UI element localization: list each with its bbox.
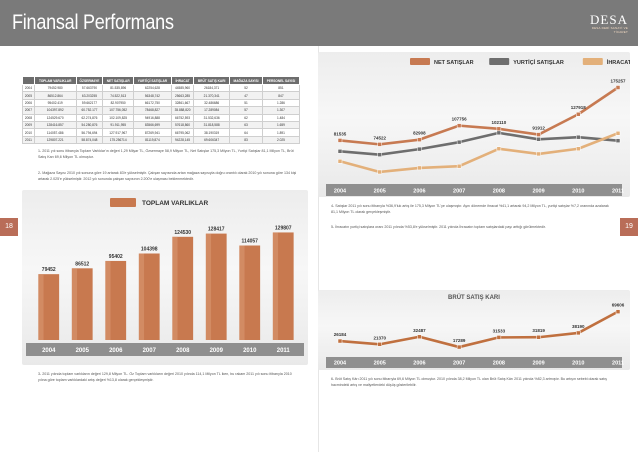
note-3: 3- 2011 yılında toplam varlıkların değeri 129,8 Milyon TL. Öz Toplam varlıkların değeri 2010 yılında 114,1 Milyon TL iken, bu rakam 2011 yılı sonu itibarıyla 2010 yılına göre toplam varlıklardaki artış değeri %13,8 olarak gerçekleşmiştir. (38, 372, 292, 382)
data-label: 127918 (570, 105, 586, 111)
total-assets-chart (22, 190, 308, 365)
data-label: 26184 (333, 332, 347, 338)
bar-highlight (239, 245, 244, 340)
table-cell: 59.662177 (76, 99, 103, 106)
logo-name: DESA (590, 12, 628, 27)
bar-highlight (273, 232, 278, 340)
table-column-header: ÖZSERMAYE (76, 77, 103, 85)
page-title: Finansal Performans (12, 11, 174, 34)
table-cell: 58.874,048 (76, 136, 103, 143)
series-point (338, 339, 342, 343)
series-point (537, 152, 541, 156)
series-point (457, 140, 461, 144)
table-cell: 2009 (23, 121, 35, 128)
page-number-left: 18 (0, 218, 18, 236)
bar-highlight (72, 268, 77, 340)
table-cell: 32.486686 (194, 99, 230, 106)
series-point (616, 86, 620, 90)
table-cell: 31.532,636 (194, 114, 230, 121)
data-label: 102110 (491, 119, 507, 125)
table-cell: 51 (230, 99, 263, 106)
sales-chart-svg (318, 52, 630, 197)
series-point (338, 159, 342, 163)
data-label: 95402 (108, 253, 123, 260)
series-line (340, 312, 618, 347)
table-cell: 81119,874 (133, 136, 171, 143)
chart-title: BRÜT SATIŞ KARI (448, 295, 500, 301)
table-row (23, 114, 300, 121)
x-tick-label: 2004 (333, 360, 347, 367)
table-row (23, 107, 300, 114)
table-cell: 107.756,052 (103, 107, 134, 114)
series-point (417, 166, 421, 170)
series-point (338, 138, 342, 142)
series-point (497, 147, 501, 151)
x-tick-label: 2011 (276, 348, 290, 354)
table-cell: 56348,742 (133, 92, 171, 99)
table-cell: 57 (230, 107, 263, 114)
table-cell: 128416.857 (34, 121, 76, 128)
note-4: 4- Satışlar 2011 yılı sonu itibarıyla %36,9'luk artış ile 175,3 Milyon TL'ye ulaşmıştır. Aynı dönemde ihracat %41,1 artarak 94,2 Milyon TL, yurtiçi satışlar %7,2 oranında azalarak 81,1 Milyon TL olarak gerçekleşmiştir. (331, 204, 609, 214)
table-cell: 60.752.177 (76, 107, 103, 114)
table-column-header: İHRACAT (171, 77, 193, 85)
legend-label: YURTİÇİ SATIŞLAR (513, 60, 564, 66)
table-cell: 1.484 (262, 114, 299, 121)
legend-swatch (110, 198, 136, 207)
table-cell: 62 (230, 114, 263, 121)
x-tick-label: 2008 (492, 188, 505, 195)
x-tick-label: 2007 (142, 348, 156, 354)
series-point (497, 131, 501, 135)
table-row (23, 85, 300, 92)
table-cell: 87269,941 (133, 129, 171, 136)
table-cell: 62254,628 (133, 85, 171, 92)
table-cell: 63.203255 (76, 92, 103, 99)
table-cell: 1.286 (262, 99, 299, 106)
table-cell: 21.370,341 (194, 92, 230, 99)
series-point (576, 135, 580, 139)
data-label: 129807 (274, 225, 292, 232)
table-cell: 114057.486 (34, 129, 76, 136)
table-cell: 91.911,955 (103, 121, 134, 128)
data-label: 124530 (174, 229, 192, 236)
x-tick-label: 2005 (75, 348, 89, 354)
table-cell: 32861,667 (171, 99, 193, 106)
data-label: 82908 (413, 130, 426, 136)
x-tick-label: 2009 (532, 360, 545, 367)
table-column-header (23, 77, 35, 85)
table-cell: 2004 (23, 85, 35, 92)
table-cell: 83566,699 (133, 121, 171, 128)
table-cell: 2006 (23, 99, 35, 106)
series-point (616, 139, 620, 143)
bar-highlight (105, 261, 110, 340)
table-cell: 54.280,876 (76, 121, 103, 128)
table-column-header: TOPLAM VARLIKLAR (34, 77, 76, 85)
data-label: 69606 (611, 302, 625, 308)
x-tick-label: 2005 (373, 360, 386, 367)
table-row (23, 136, 300, 143)
table-cell: 82.907950 (103, 99, 134, 106)
table-row (23, 121, 300, 128)
table-row (23, 92, 300, 99)
note-5: 5- İhracatın yurtiçi satışlara oranı 2011 yılında %53,8'e yükselmiştir. 2011 yılında İhracatın toplam satışlardaki payı arttığı görülmektedir. (331, 225, 546, 229)
x-axis-band (26, 343, 304, 356)
x-tick-label: 2010 (572, 360, 585, 367)
x-tick-label: 2010 (243, 348, 257, 354)
table-cell: 31.818,588 (194, 121, 230, 128)
series-point (378, 142, 382, 146)
series-point (378, 342, 382, 346)
table-cell: 66752,593 (171, 114, 193, 121)
table-cell: 52 (230, 85, 263, 92)
series-point (576, 112, 580, 116)
table-cell: 851 (262, 85, 299, 92)
table-cell: 102.109,825 (103, 114, 134, 121)
table-row (23, 99, 300, 106)
x-tick-label: 2009 (532, 188, 545, 195)
x-tick-label: 2011 (612, 360, 624, 367)
table-cell: 35.888,820 (171, 107, 193, 114)
x-tick-label: 2004 (42, 348, 56, 354)
table-cell: 79452.980 (34, 85, 76, 92)
table-cell: 26184,371 (194, 85, 230, 92)
table-column-header: YURTİÇİ SATIŞLAR (133, 77, 171, 85)
table-cell: 57.663790 (76, 85, 103, 92)
logo-tagline: DESA DERİ SANAYİ VE TİCARET (591, 26, 628, 34)
x-tick-label: 2007 (453, 188, 466, 195)
table-cell: 94228,145 (171, 136, 193, 143)
x-tick-label: 2006 (413, 360, 426, 367)
legend-swatch (583, 58, 603, 65)
series-point (417, 335, 421, 339)
sales-chart (318, 52, 630, 197)
series-point (457, 345, 461, 349)
series-point (616, 131, 620, 135)
series-point (378, 153, 382, 157)
table-cell: 74.522,513 (103, 92, 134, 99)
series-point (497, 335, 501, 339)
table-cell: 62.274,876 (76, 114, 103, 121)
total-assets-chart-svg (22, 190, 308, 365)
bar-highlight (206, 234, 211, 340)
data-label: 79452 (41, 267, 56, 274)
table-cell: 1.891 (262, 129, 299, 136)
x-tick-label: 2011 (612, 188, 624, 195)
table-cell: 44585,960 (171, 85, 193, 92)
table-cell: 78468,827 (133, 107, 171, 114)
table-row (23, 129, 300, 136)
series-point (417, 138, 421, 142)
x-tick-label: 2006 (109, 348, 123, 354)
table-cell: 25663,285 (171, 92, 193, 99)
table-cell: 2007 (23, 107, 35, 114)
page-number-right: 19 (620, 218, 638, 236)
x-tick-label: 2008 (176, 348, 190, 354)
data-label: 38190 (572, 323, 585, 329)
data-label: 21370 (373, 335, 386, 341)
table-cell: 124529.670 (34, 114, 76, 121)
table-cell: 175.256714 (103, 136, 134, 143)
table-cell: 17.289084 (194, 107, 230, 114)
series-point (417, 147, 421, 151)
table-column-header: BRÜT SATIŞ KARI (194, 77, 230, 85)
table-column-header: NET SATIŞLAR (103, 77, 134, 85)
table-cell: 129807.221 (34, 136, 76, 143)
series-point (537, 335, 541, 339)
table-cell: 38.190319 (194, 129, 230, 136)
series-point (616, 310, 620, 314)
table-cell: 104397.892 (34, 107, 76, 114)
series-point (537, 133, 541, 137)
table-cell: 95402.419 (34, 99, 76, 106)
data-label: 175257 (610, 78, 626, 84)
x-tick-label: 2010 (572, 188, 585, 195)
table-cell: 847 (262, 92, 299, 99)
data-label: 114057 (241, 238, 258, 245)
data-label: 31819 (532, 328, 545, 334)
data-label: 104398 (140, 246, 158, 253)
series-point (537, 137, 541, 141)
table-cell: 2011 (23, 136, 35, 143)
x-tick-label: 2007 (453, 360, 466, 367)
data-label: 74522 (373, 135, 386, 141)
desa-logo (588, 13, 628, 34)
x-tick-label: 2006 (413, 188, 426, 195)
table-cell: 2010 (23, 129, 35, 136)
legend-swatch (410, 58, 430, 65)
table-cell: 1.307 (262, 107, 299, 114)
financial-table (22, 76, 300, 144)
legend-label: İHRACAT (606, 60, 630, 66)
table-cell: 69.606347 (194, 136, 230, 143)
table-cell: 2008 (23, 114, 35, 121)
table-cell: 83 (230, 136, 263, 143)
series-point (457, 124, 461, 128)
gross-profit-chart (318, 290, 630, 370)
table-cell: 81.535,896 (103, 85, 134, 92)
table-cell: 66795,062 (171, 129, 193, 136)
table-body (23, 85, 300, 144)
x-tick-label: 2009 (209, 348, 223, 354)
legend-swatch (489, 58, 509, 65)
legend-label: TOPLAM VARLIKLAR (142, 200, 209, 207)
series-point (457, 164, 461, 168)
table-cell: 64 (230, 129, 263, 136)
legend-label: NET SATIŞLAR (434, 60, 474, 66)
data-label: 86512 (75, 261, 90, 268)
data-label: 81535 (333, 131, 347, 137)
table-cell: 66172,750 (133, 99, 171, 106)
table-cell: 63 (230, 121, 263, 128)
table-cell: 2005 (23, 92, 35, 99)
table-cell: 86512.864 (34, 92, 76, 99)
x-tick-label: 2004 (333, 188, 347, 195)
note-1: 1- 2011 yılı sonu itibarıyla Toplam Varlıklar'ın değeri 1,29 Milyar TL, Özsermaye 58,9 Milyon TL, Net Satışlar 175,3 Milyon TL, Yurtiçi Satışlar 81,1 Milyon TL, Brüt Satış Karı 69,6 Milyon TL olmuştur. (38, 149, 294, 159)
series-point (497, 127, 501, 131)
bar-highlight (139, 253, 144, 340)
series-point (338, 149, 342, 153)
series-point (576, 147, 580, 151)
table-cell: 56.794,694 (76, 129, 103, 136)
x-tick-label: 2005 (373, 188, 386, 195)
note-6: 6- Brüt Satış Kârı 2011 yılı sonu itibarıyla 69,6 Milyon TL olmuştur. 2010 yılında 38,2 Milyon TL olan Brüt Satış Kârı 2011 yılında %82,3 artmıştır. Bu artışın sebebi olarak satış hacmindeki artış ve maliyetlerdeki düşüş gösterilebilir. (331, 377, 607, 387)
table-column-header: PERSONEL SAYISI (262, 77, 299, 85)
table-header-row (23, 77, 300, 85)
page-header (0, 0, 638, 46)
bar-highlight (172, 237, 177, 340)
data-label: 32487 (413, 327, 426, 333)
table-cell: 47 (230, 92, 263, 99)
table-cell: 57618,860 (171, 121, 193, 128)
data-label: 31533 (492, 328, 506, 334)
data-label: 91912 (532, 125, 545, 131)
table-cell: 127.917,967 (103, 129, 134, 136)
table-cell: 1.659 (262, 121, 299, 128)
series-point (576, 331, 580, 335)
bar-highlight (38, 274, 43, 340)
x-tick-label: 2008 (492, 360, 505, 367)
note-2: 2- Mağaza Sayısı 2010 yılı sonuna göre 19 artarak 83'e yükselmiştir. Çalışan sayısında artan mağaza sayısıyla doğru orantılı olarak 2010 yılı sonuna göre 134 kişi artarak 2.025'e yükselmiştir. 2012 yılı sonunda çalışan sayısının 2.200'e ulaşması beklenmektedir. (38, 171, 297, 181)
table-cell: 2.025 (262, 136, 299, 143)
data-label: 107756 (451, 116, 467, 122)
gross-profit-chart-svg (318, 290, 630, 370)
data-label: 128417 (207, 226, 225, 233)
data-label: 17289 (452, 338, 466, 344)
table-column-header: MAĞAZA SAYISI (230, 77, 263, 85)
series-point (378, 170, 382, 174)
table-cell: 94916,888 (133, 114, 171, 121)
